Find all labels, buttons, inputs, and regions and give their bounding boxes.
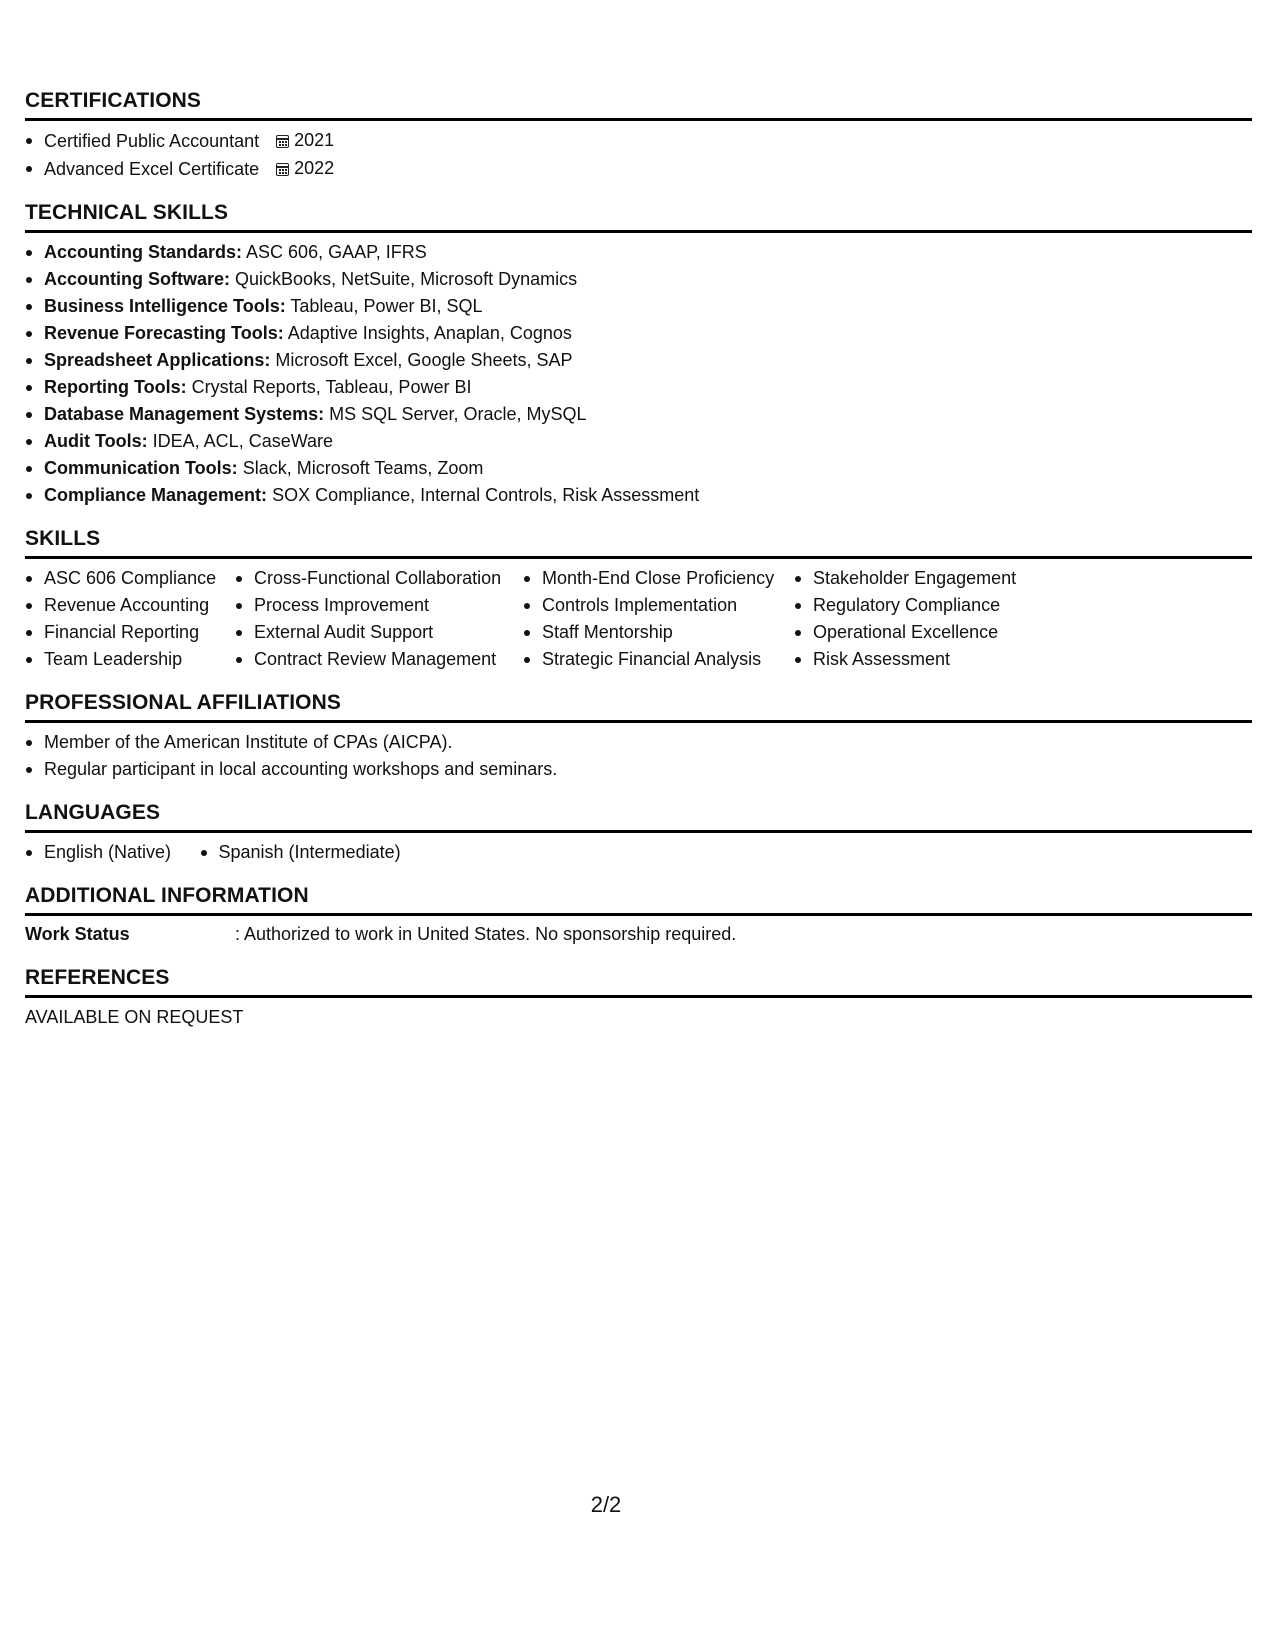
skills-column [25,565,235,673]
list-item: Regular participant in local accounting workshops and seminars. [25,756,1252,783]
list-item [25,401,1252,428]
skills-column [235,565,523,673]
list-item: Team Leadership [25,646,235,673]
technical-skills-section [25,200,1252,509]
list-item: Spanish (Intermediate) [200,839,401,866]
skill-values: Adaptive Insights, Anaplan, Cognos [287,323,572,343]
skill-category: Spreadsheet Applications: [44,350,271,370]
list-item [25,428,1252,455]
list-item [25,347,1252,374]
section-title-additional-info: ADDITIONAL INFORMATION [25,883,1252,916]
skill-values: SOX Compliance, Internal Controls, Risk Assessment [272,485,700,505]
skill-category: Audit Tools: [44,431,148,451]
list-item [25,455,1252,482]
languages-list [25,839,425,866]
skill-category: Database Management Systems: [44,404,325,424]
list-item: English (Native) [25,839,171,866]
certification-date [276,127,334,154]
affiliations-section [25,690,1252,783]
languages-section [25,800,1252,866]
languages-row [25,839,1252,866]
skill-values: Microsoft Excel, Google Sheets, SAP [275,350,573,370]
list-item: Month-End Close Proficiency [523,565,794,592]
list-item: Financial Reporting [25,619,235,646]
technical-skills-list [25,239,1252,509]
certification-year: 2022 [294,158,335,178]
skill-category: Revenue Forecasting Tools: [44,323,284,343]
skill-category: Business Intelligence Tools: [44,296,286,316]
certification-year: 2021 [294,130,335,150]
list-item: ASC 606 Compliance [25,565,235,592]
calendar-icon [276,135,289,148]
references-section [25,965,1252,1031]
skill-category: Accounting Standards: [44,242,243,262]
references-text: AVAILABLE ON REQUEST [25,1007,244,1027]
certification-date [276,155,334,182]
certifications-section [25,88,1252,183]
calendar-icon [276,163,289,176]
work-status-value: : Authorized to work in United States. No sponsorship required. [235,924,737,944]
skill-values: Slack, Microsoft Teams, Zoom [242,458,484,478]
list-item: Revenue Accounting [25,592,235,619]
list-item [25,127,1252,155]
list-item: Controls Implementation [523,592,794,619]
skills-column [794,565,1094,673]
list-item: External Audit Support [235,619,523,646]
skill-values: Crystal Reports, Tableau, Power BI [191,377,472,397]
list-item [25,266,1252,293]
certification-name: Certified Public Accountant [44,131,260,151]
resume-page [25,88,1252,1048]
skill-category: Accounting Software: [44,269,231,289]
list-item [25,293,1252,320]
work-status-label: Work Status [25,924,130,944]
skill-values: QuickBooks, NetSuite, Microsoft Dynamics [235,269,578,289]
certification-name: Advanced Excel Certificate [44,159,260,179]
page-number: 2/2 [590,1492,622,1517]
affiliations-list [25,729,1252,783]
skills-section [25,526,1252,673]
list-item: Staff Mentorship [523,619,794,646]
additional-info-section [25,883,1252,948]
skill-values: MS SQL Server, Oracle, MySQL [329,404,587,424]
skills-grid [25,565,1252,673]
certifications-list [25,127,1252,183]
skill-values: IDEA, ACL, CaseWare [152,431,334,451]
list-item [25,482,1252,509]
list-item: Contract Review Management [235,646,523,673]
skill-values: ASC 606, GAAP, IFRS [246,242,427,262]
skill-values: Tableau, Power BI, SQL [290,296,483,316]
list-item [25,155,1252,183]
list-item: Strategic Financial Analysis [523,646,794,673]
list-item [25,239,1252,266]
list-item: Member of the American Institute of CPAs (AICPA). [25,729,1252,756]
section-title-references: REFERENCES [25,965,1252,998]
skill-category: Communication Tools: [44,458,238,478]
list-item: Risk Assessment [794,646,1094,673]
skill-category: Reporting Tools: [44,377,187,397]
section-title-affiliations: PROFESSIONAL AFFILIATIONS [25,690,1252,723]
section-title-skills: SKILLS [25,526,1252,559]
section-title-technical-skills: TECHNICAL SKILLS [25,200,1252,233]
list-item [25,320,1252,347]
section-title-certifications: CERTIFICATIONS [25,88,1252,121]
list-item: Operational Excellence [794,619,1094,646]
section-title-languages: LANGUAGES [25,800,1252,833]
list-item: Cross-Functional Collaboration [235,565,523,592]
list-item [25,374,1252,401]
list-item: Regulatory Compliance [794,592,1094,619]
work-status-row [25,921,1252,948]
list-item: Process Improvement [235,592,523,619]
list-item: Stakeholder Engagement [794,565,1094,592]
skill-category: Compliance Management: [44,485,268,505]
skills-column [523,565,794,673]
